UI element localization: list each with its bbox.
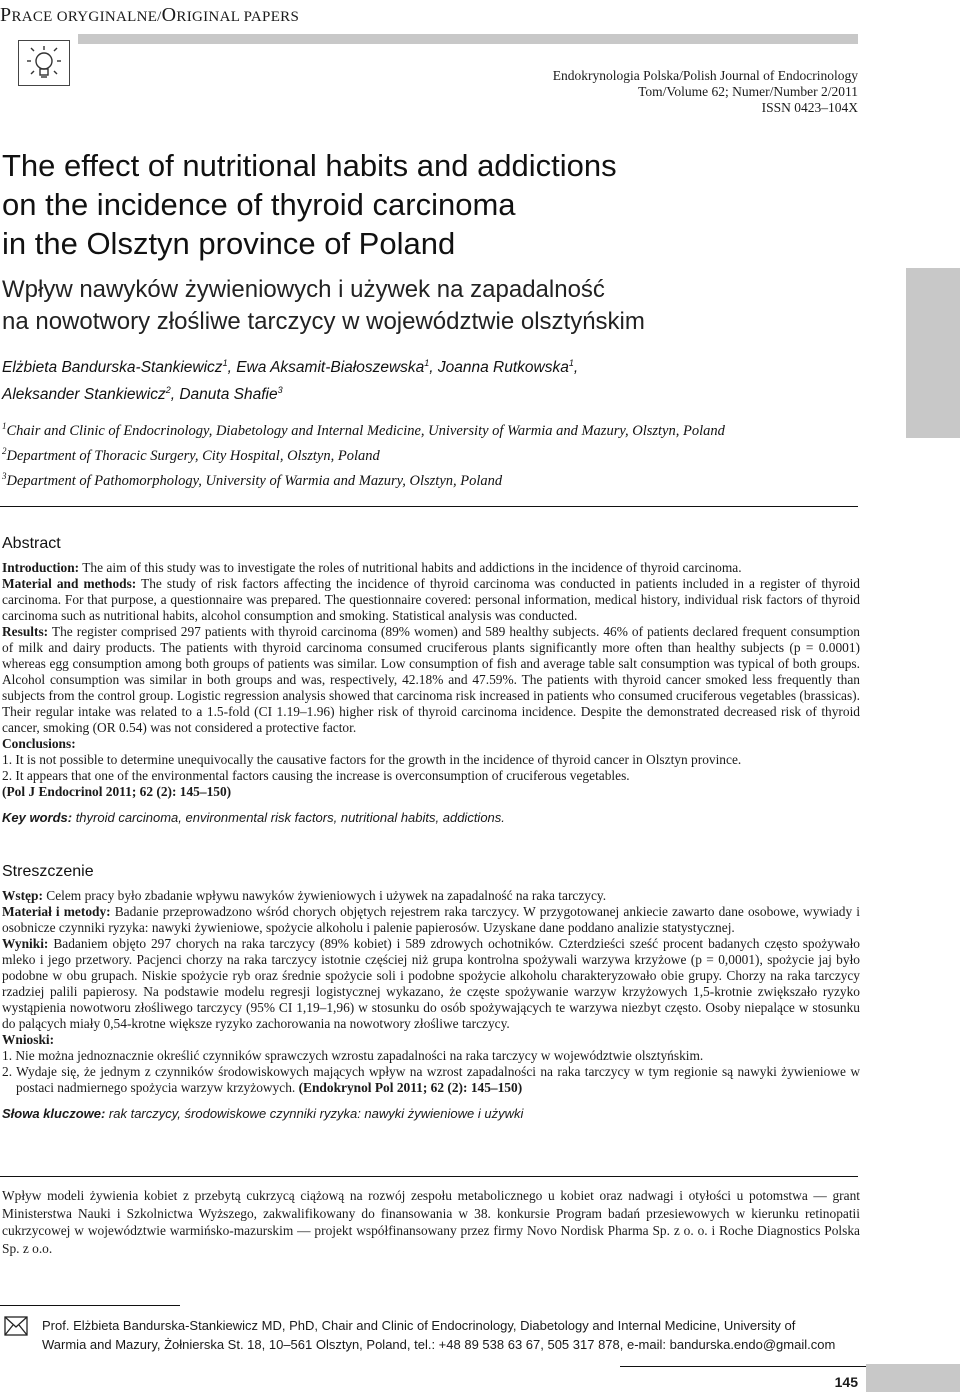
affiliations [2, 416, 902, 490]
journal-name: Endokrynologia Polska/Polish Journal of Endocrinology [552, 68, 858, 83]
streszczenie-conclusions-label: Wnioski: [2, 1032, 55, 1047]
abstract-methods [2, 576, 860, 624]
abstract-conclusions-label: Conclusions: [2, 736, 76, 751]
keywords-text: thyroid carcinoma, environmental risk factors, nutritional habits, addictions. [72, 810, 505, 825]
author-separator: , [573, 359, 579, 377]
author-affiliation-mark: 3 [277, 385, 283, 396]
affiliation-number: 2 [2, 445, 7, 456]
streszczenie-intro-label: Wstęp: [2, 888, 43, 903]
title-en-line: in the Olsztyn province of Poland [2, 226, 456, 261]
affiliation-item [2, 416, 902, 441]
title-pl-line: Wpływ nawyków żywieniowych i używek na zapadalność [2, 276, 605, 303]
streszczenie-intro-text: Celem pracy było zbadanie wpływu nawyków żywieniowych i używek na zapadalność na raka tarczycy. [42, 888, 607, 903]
affiliation-text: Department of Pathomorphology, University of Warmia and Mazury, Olsztyn, Poland [6, 472, 503, 489]
footer-gray-bar [866, 1364, 960, 1392]
abstract-keywords [2, 810, 860, 826]
affiliation-item [2, 466, 902, 491]
affiliation-number: 1 [2, 421, 7, 431]
abstract-heading: Abstract [2, 535, 61, 552]
header-gray-bar [78, 34, 858, 44]
streszczenie-methods [2, 904, 860, 936]
author-name: , Joanna Rutkowska [429, 359, 569, 377]
author-affiliation-mark: 1 [568, 358, 574, 368]
abstract-methods-label: Material and methods: [2, 576, 137, 591]
journal-info [553, 68, 858, 116]
section-header [0, 4, 299, 27]
streszczenie-conclusion-2 [2, 1064, 860, 1096]
affiliation-text: Chair and Clinic of Endocrinology, Diabetology and Internal Medicine, University of Warmia and Mazury, Olsztyn, Poland [6, 422, 725, 439]
author-affiliation-mark: 2 [165, 385, 171, 396]
correspondence-address [42, 1316, 842, 1354]
keywords-label: Słowa kluczowe: [2, 1106, 106, 1121]
contact-divider [0, 1305, 180, 1306]
section-header-initial-p: P [0, 4, 12, 26]
side-gray-bar [906, 268, 960, 438]
author-affiliation-mark: 1 [424, 358, 430, 368]
contact-line: Warmia and Mazury, Żołnierska St. 18, 10–561 Olsztyn, Poland, tel.: +48 89 538 63 67, 505 317 878, e-mail: bandurska.endo@gmail.com [42, 1337, 836, 1352]
article-title-polish [2, 274, 862, 338]
envelope-icon [4, 1316, 28, 1336]
funding-note: Wpływ modeli żywienia kobiet z przebytą cukrzycą ciążową na rozwój zespołu metabolicznego u kobiet oraz nadwagi i otyłości u potomstwa — grant Ministerstwa Nauki i Szkolnictwa Wyższego, zakwalifikowany do finansowania w 38. konkursie Program badań przesiewowych w kierunku retinopatii cukrzycowej w województwie warmińsko-mazurskim — projekt współfinansowany przez firmy Novo Nordisk Pharma Sp. z o. o. i Roche Diagnostics Polska Sp. z o.o. [2, 1188, 860, 1256]
title-en-line: The effect of nutritional habits and addictions [2, 148, 617, 183]
author-affiliation-mark: 1 [222, 358, 228, 368]
streszczenie-keywords [2, 1106, 860, 1122]
author-name: Aleksander Stankiewicz [2, 386, 166, 404]
abstract-results-label: Results: [2, 624, 49, 639]
contact-line: Prof. Elżbieta Bandurska-Stankiewicz MD, PhD, Chair and Clinic of Endocrinology, Diabetology and Internal Medicine, University of [42, 1318, 796, 1333]
affiliation-number: 3 [2, 470, 7, 481]
author-name: Elżbieta Bandurska-Stankiewicz [2, 359, 223, 377]
streszczenie-section [2, 864, 860, 1122]
abstract-intro-text: The aim of this study was to investigate the roles of nutritional habits and addictions in the incidence of thyroid carcinoma. [79, 560, 742, 575]
keywords-label: Key words: [2, 810, 73, 825]
abstract-conclusions [2, 736, 860, 752]
streszczenie-methods-text: Badanie przeprowadzono wśród chorych objętych rejestrem raka tarczycy. W przygotowanej ankiecie zawarto dane osobowe, wywiady i osobnicze czynniki ryzyka: nawyki żywieniowe, spożycie alkoholu i palenie papierosów. Uzyskane dane poddano analizie statystycznej. [2, 904, 860, 935]
page-number: 145 [834, 1374, 858, 1390]
section-header-initial-o: O [161, 4, 177, 26]
divider-line [0, 1176, 858, 1177]
streszczenie-methods-label: Materiał i metody: [2, 904, 111, 919]
footer-line [620, 1366, 866, 1367]
title-en-line: on the incidence of thyroid carcinoma [2, 187, 516, 222]
abstract-conclusion-1: 1. It is not possible to determine unequivocally the causative factors for the growth in the incidence of thyroid cancer in Olsztyn province. [2, 752, 742, 767]
author-name: , Danuta Shafie [170, 386, 278, 404]
streszczenie-results-text: Badaniem objęto 297 chorych na raka tarczycy (89% kobiet) i 589 zdrowych ochotników. Czterdzieści sześć procent badanych często spożywało mleko i jego przetwory. Pacjenci chorzy na raka tarczycy istotnie częściej niż grupa kontrolna spożywali warzywa krzyżowe (p = 0,0001), spożycie jaj było podobne w obu grupach. Niskie spożycie ryb oraz średnie spożycie soli i podobne spożycie alkoholu charakteryzowało obie grupy. Chorzy na raka tarczycy rzadziej palili papierosy. Na podstawie modelu regresji logistycznej wykazano, że częste spożywanie warzyw krzyżowych 1,5-krotnie zwiększało ryzyko wystąpienia nowotworu złośliwego tarczycy (95% CI 1,19–1,96) w stosunku do osób spożywających te warzywa niezbyt często. Osoby niepalące w stosunku do palących miały 0,54-krotne większe ryzyko zachorowania na nowotwory złośliwe tarczycy. [2, 936, 860, 1031]
abstract-intro-label: Introduction: [2, 560, 80, 575]
section-header-part1: RACE ORYGINALNE/ [11, 9, 162, 25]
title-pl-line: na nowotwory złośliwe tarczycy w województwie olsztyńskim [2, 308, 645, 335]
author-name: , Ewa Aksamit-Białoszewska [227, 359, 425, 377]
abstract-results-text: The register comprised 297 patients with thyroid carcinoma (89% women) and 589 healthy subjects. 46% of patients declared frequent consumption of milk and dairy products. The patients with thyroid carcinoma consumed cruciferous plants significantly more often than healthy subjects (p = 0.0001) whereas egg consumption among both groups of patients was similar. Low consumption of fish and average table salt consumption was typical of both groups. Alcohol consumption was similar in both groups and was, respectively, 42.18% and 47.59%. The patients with thyroid cancer smoked less frequently than subjects from the control group. Logistic regression analysis showed that carcinoma risk increased in patients who consumed cruciferous vegetables (brassicas). Their regular intake was related to a 1.5-fold (CI 1.19–1.96) higher risk of thyroid carcinoma incidence. Despite the demonstrated decreased risk of thyroid cancer, smoking (OR 0.54) was not considered a protective factor. [2, 624, 860, 735]
abstract-conclusion-2: 2. It appears that one of the environmental factors causing the increase is overconsumption of cruciferous vegetables. [2, 768, 630, 783]
abstract-section [2, 536, 860, 826]
streszczenie-heading: Streszczenie [2, 863, 94, 880]
affiliation-text: Department of Thoracic Surgery, City Hospital, Olsztyn, Poland [6, 447, 380, 464]
divider-line [0, 506, 858, 507]
streszczenie-citation: (Endokrynol Pol 2011; 62 (2): 145–150) [295, 1080, 523, 1095]
streszczenie-intro [2, 888, 860, 904]
streszczenie-conclusion-1: 1. Nie można jednoznacznie określić czynników sprawczych wzrostu zapadalności na raka tarczycy w województwie olsztyńskim. [2, 1048, 704, 1063]
journal-volume: Tom/Volume 62; Numer/Number 2/2011 [638, 84, 858, 99]
lightbulb-icon [18, 40, 70, 86]
author-list [2, 352, 882, 406]
abstract-citation: (Pol J Endocrinol 2011; 62 (2): 145–150) [2, 784, 232, 799]
streszczenie-results-label: Wyniki: [2, 936, 49, 951]
streszczenie-conclusions [2, 1032, 860, 1048]
affiliation-item [2, 441, 902, 466]
section-header-part2: RIGINAL PAPERS [176, 9, 300, 25]
keywords-text: rak tarczycy, środowiskowe czynniki ryzyka: nawyki żywieniowe i używki [105, 1106, 524, 1121]
journal-issn: ISSN 0423–104X [761, 100, 858, 115]
article-title-english [2, 146, 862, 263]
streszczenie-conclusion-2-text: 2. Wydaje się, że jednym z czynników środowiskowych mających wpływ na wzrost zapadalności na raka tarczycy w tym regionie są nawyki żywieniowe w postaci nadmiernego spożycia warzyw krzyżowych. [2, 1064, 860, 1095]
abstract-results [2, 624, 860, 736]
abstract-introduction [2, 560, 860, 576]
streszczenie-results [2, 936, 860, 1032]
abstract-methods-text: The study of risk factors affecting the incidence of thyroid carcinoma was conducted in patients included in a register of thyroid carcinoma. For that purpose, a questionnaire was prepared. The questionnaire covered: personal information, medical history, individual risk factors of thyroid carcinoma such as nutritional habits, alcohol consumption and smoking. Statistical analysis was conducted. [2, 576, 860, 623]
